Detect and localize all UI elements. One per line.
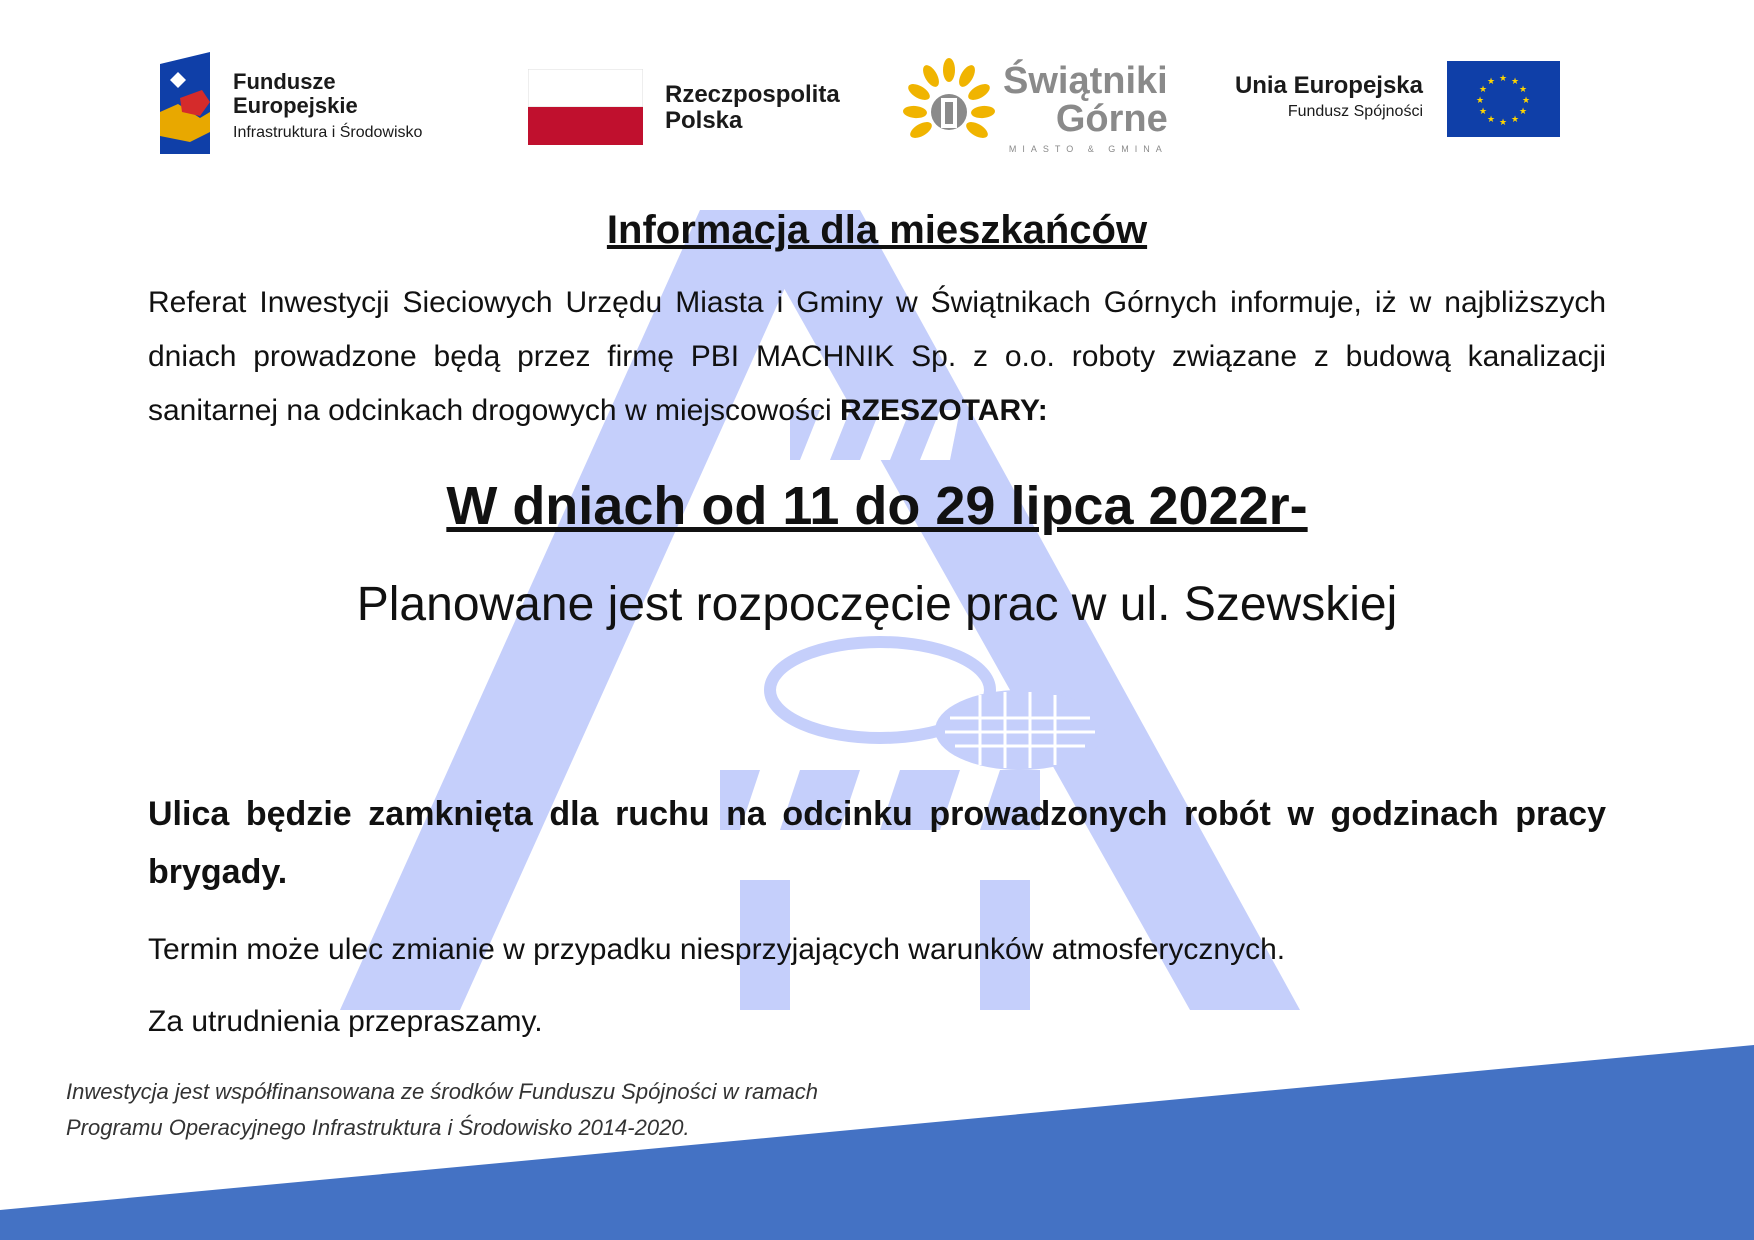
sg-sub: MIASTO & GMINA [1008, 144, 1168, 154]
svg-text:★: ★ [1518, 107, 1528, 117]
intro-text: Referat Inwestycji Sieciowych Urzędu Miasta i Gminy w Świątnikach Górnych informuje, iż w najbliższych dniach prowadzone będą przez firmę PBI MACHNIK Sp. z o.o. roboty związane z budową kanalizacji sanitarnej na odcinkach drogowych w miejscowości [148, 286, 1606, 427]
fe-sub: Infrastruktura i Środowisko [233, 124, 423, 141]
notice-content [148, 200, 1606, 1038]
rzeczpospolita-text [665, 82, 840, 134]
unia-europejska-text [1180, 72, 1423, 124]
intro-place: RZESZOTARY: [840, 394, 1048, 427]
svg-text:★: ★ [1498, 118, 1508, 128]
svg-text:★: ★ [1478, 107, 1488, 117]
svg-text:★: ★ [1498, 74, 1508, 84]
logo-bar [0, 0, 1754, 170]
svg-text:★: ★ [1478, 85, 1488, 95]
footnote-line2: Programu Operacyjnego Infrastruktura i Środowisko 2014-2020. [66, 1115, 690, 1140]
swiatniki-crest-icon [903, 58, 995, 150]
sg-line2: Górne [1055, 98, 1168, 140]
fundusze-europejskie-text [233, 70, 422, 144]
dates-heading: W dniach od 11 do 29 lipca 2022r- [446, 476, 1308, 536]
apology-text: Za utrudnienia przepraszamy. [148, 1005, 543, 1038]
svg-text:★: ★ [1510, 77, 1520, 87]
cofinancing-footnote [66, 1074, 818, 1146]
fe-line2: Europejskie [233, 93, 358, 118]
fundusze-europejskie-logo-icon [160, 52, 210, 154]
poland-flag-icon [528, 69, 643, 145]
rp-line2: Polska [665, 107, 743, 134]
footnote-line1: Inwestycja jest współfinansowana ze środków Funduszu Spójności w ramach [66, 1079, 819, 1104]
term-note: Termin może ulec zmianie w przypadku niesprzyjających warunków atmosferycznych. [148, 933, 1286, 966]
notice-heading: Informacja dla mieszkańców [606, 208, 1148, 252]
svg-text:★: ★ [1475, 96, 1485, 106]
planned-street: Planowane jest rozpoczęcie prac w ul. Szewskiej [356, 578, 1398, 631]
svg-text:★: ★ [1521, 96, 1531, 106]
sg-line1: Świątniki [1003, 60, 1168, 102]
svg-text:★: ★ [1510, 115, 1520, 125]
svg-text:★: ★ [1518, 85, 1528, 95]
svg-text:★: ★ [1486, 115, 1496, 125]
ue-name: Unia Europejska [1234, 72, 1423, 99]
fe-line1: Fundusze [233, 69, 336, 94]
swiatniki-text [1003, 62, 1168, 154]
ue-sub: Fundusz Spójności [1287, 103, 1423, 120]
rp-line1: Rzeczpospolita [665, 81, 840, 108]
eu-flag-icon [1447, 61, 1560, 137]
closure-notice: Ulica będzie zamknięta dla ruchu na odcinku prowadzonych robót w godzinach pracy brygady. [148, 795, 1606, 891]
svg-text:★: ★ [1486, 77, 1496, 87]
intro-paragraph [148, 276, 1606, 438]
